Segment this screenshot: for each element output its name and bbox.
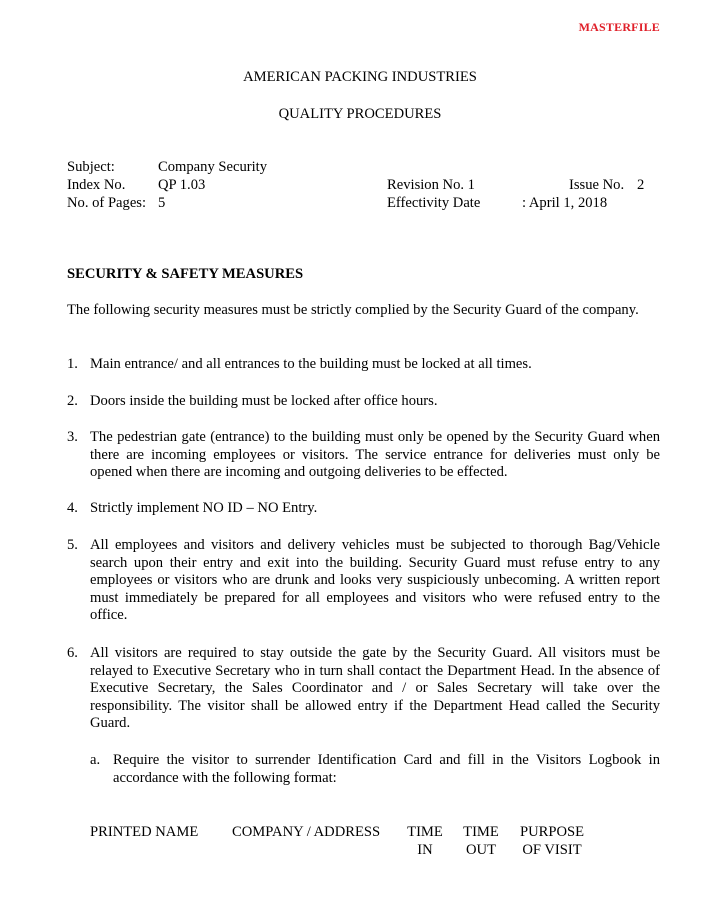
list-item — [67, 500, 660, 518]
item-number: 3. — [67, 429, 78, 445]
list-item — [67, 645, 660, 733]
logbook-column-time-in: TIME IN — [407, 824, 443, 858]
item-number: 4. — [67, 500, 78, 516]
sub-item — [90, 752, 660, 787]
item-text: Main entrance/ and all entrances to the building must be locked at all times. — [90, 356, 532, 372]
company-name: AMERICAN PACKING INDUSTRIES — [243, 69, 477, 85]
item-number: 5. — [67, 537, 78, 553]
effectivity-value: : April 1, 2018 — [522, 195, 608, 211]
subject-label: Subject: — [67, 159, 115, 175]
pages-label: No. of Pages: — [67, 195, 147, 211]
subject-value: Company Security — [158, 159, 268, 175]
logbook-column-time-out: TIME OUT — [463, 824, 499, 858]
masterfile-stamp: MASTERFILE — [578, 20, 660, 34]
document-title: QUALITY PROCEDURES — [278, 106, 442, 122]
item-number: 1. — [67, 356, 78, 372]
item-text: All visitors are required to stay outside the gate by the Security Guard. All visitors must be relayed to Executive Secretary who in turn shall contact the Department Head. In the absence of Executive Secretary, the Sales Coordinator and / or Sales Secretary will take over the responsibility. The visitor shall be allowed entry if the Department Head called the Security Guard. — [90, 645, 660, 732]
index-value: QP 1.03 — [158, 177, 206, 193]
sub-item-letter: a. — [90, 752, 101, 768]
list-item — [67, 356, 660, 374]
logbook-column-printed-name: PRINTED NAME — [90, 824, 199, 840]
item-text: Doors inside the building must be locked after office hours. — [90, 393, 438, 409]
issue-value: 2 — [637, 177, 645, 193]
item-text: The pedestrian gate (entrance) to the building must only be opened by the Security Guard when there are incoming employees or visitors. The service entrance for deliveries must only be opened when there are incoming and outgoing deliveries to be effected. — [90, 429, 660, 481]
section-heading: SECURITY & SAFETY MEASURES — [67, 266, 304, 282]
pages-value: 5 — [158, 195, 166, 211]
list-item — [67, 393, 660, 411]
logbook-column-purpose: PURPOSE OF VISIT — [519, 824, 585, 858]
sub-item-text: Require the visitor to surrender Identification Card and fill in the Visitors Logbook in accordance with the following format: — [113, 752, 660, 786]
index-label: Index No. — [67, 177, 126, 193]
issue-label: Issue No. — [569, 177, 625, 193]
item-text: All employees and visitors and delivery vehicles must be subjected to thorough Bag/Vehicle search upon their entry and exit into the building. Security Guard must refuse entry to any employees or visitors who are drunk and looks very suspiciously unbecoming. A written report must immediately be prepared for all employees and visitors who were refused entry to the office. — [90, 537, 660, 624]
list-item — [67, 429, 660, 482]
item-text: Strictly implement NO ID – NO Entry. — [90, 500, 318, 516]
effectivity-label: Effectivity Date — [387, 195, 481, 211]
revision-number: Revision No. 1 — [387, 177, 475, 193]
item-number: 6. — [67, 645, 78, 661]
list-item — [67, 537, 660, 625]
item-number: 2. — [67, 393, 78, 409]
intro-paragraph: The following security measures must be strictly complied by the Security Guard of the company. — [67, 302, 639, 318]
logbook-column-company-address: COMPANY / ADDRESS — [232, 824, 381, 840]
